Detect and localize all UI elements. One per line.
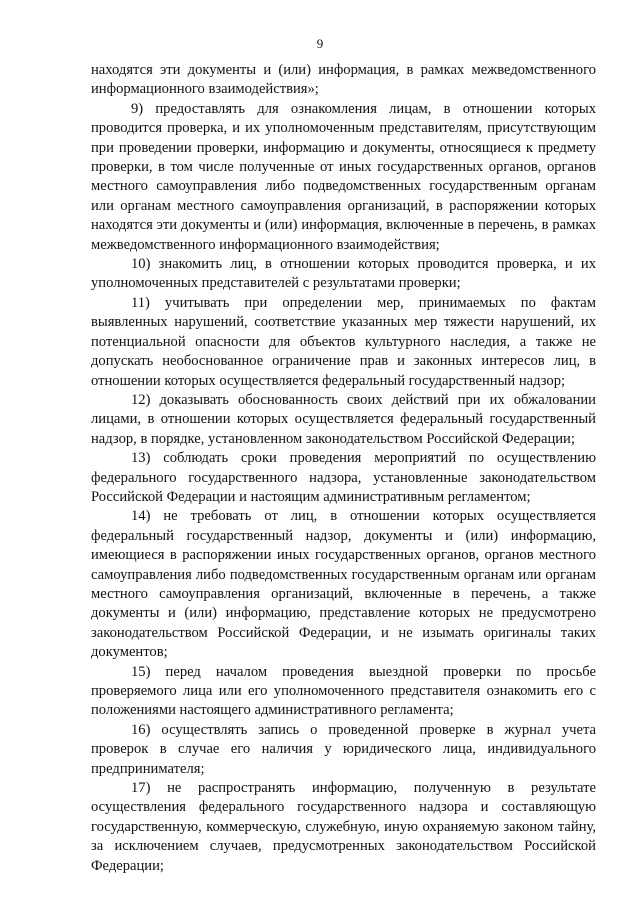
paragraph-item-17: 17) не распространять информацию, полученную в результате осуществления федерального государственного надзора и составляющую государственную, коммерческую, служебную, иную охраняемую законом тайну, за исключением случаев, предусмотренных законодательством Российской Федерации; [91, 780, 596, 874]
document-body [91, 61, 596, 876]
paragraph-item-11: 11) учитывать при определении мер, принимаемых по фактам выявленных нарушений, соответствие указанных мер тяжести нарушений, их потенциальной опасности для объектов культурного наследия, а также не допускать необоснованное ограничение прав и законных интересов лиц, в отношении которых осуществляется федеральный государственный надзор; [91, 294, 596, 389]
paragraph-item-9: 9) предоставлять для ознакомления лицам, в отношении которых проводится проверка, и их уполномоченным представителям, присутствующим при проведении проверки, информацию и документы, относящиеся к предмету проверки, в том числе полученные от иных государственных органов, органов местного самоуправления либо подведомственных государственным органам или органам местного самоуправления организаций, в распоряжении которых находятся эти документы и (или) информация, включенные в перечень, в рамках межведомственного информационного взаимодействия; [91, 100, 596, 253]
paragraph-item-13: 13) соблюдать сроки проведения мероприятий по осуществлению федерального государственного надзора, установленные законодательством Российской Федерации и настоящим административным регламентом; [91, 450, 596, 505]
paragraph-item-16: 16) осуществлять запись о проведенной проверке в журнал учета проверок в случае его наличия у юридического лица, индивидуального предпринимателя; [91, 721, 596, 777]
paragraph-item-12: 12) доказывать обоснованность своих действий при их обжаловании лицами, в отношении которых осуществляется федеральный государственный надзор, в порядке, установленном законодательством Российской Федерации; [91, 391, 596, 447]
paragraph-item-14: 14) не требовать от лиц, в отношении которых осуществляется федеральный государственный надзор, документы и (или) информацию, имеющиеся в распоряжении иных государственных органов, органов местного самоуправления либо подведомственных государственным органам или органам местного самоуправления организаций, включенные в перечень, а также документы и (или) информацию, представление которых не предусмотрено законодательством Российской Федерации, и не изымать оригиналы таких документов; [91, 508, 596, 661]
page-number: 9 [316, 36, 324, 51]
paragraph-item-15: 15) перед началом проведения выездной проверки по просьбе проверяемого лица или его уполномоченного представителя ознакомить его с положениями настоящего административного регламента; [91, 663, 596, 719]
paragraph-continuation: находятся эти документы и (или) информация, в рамках межведомственного информационного взаимодействия»; [91, 62, 596, 98]
paragraph-item-10: 10) знакомить лиц, в отношении которых проводится проверка, и их уполномоченных представителей с результатами проверки; [91, 256, 596, 292]
